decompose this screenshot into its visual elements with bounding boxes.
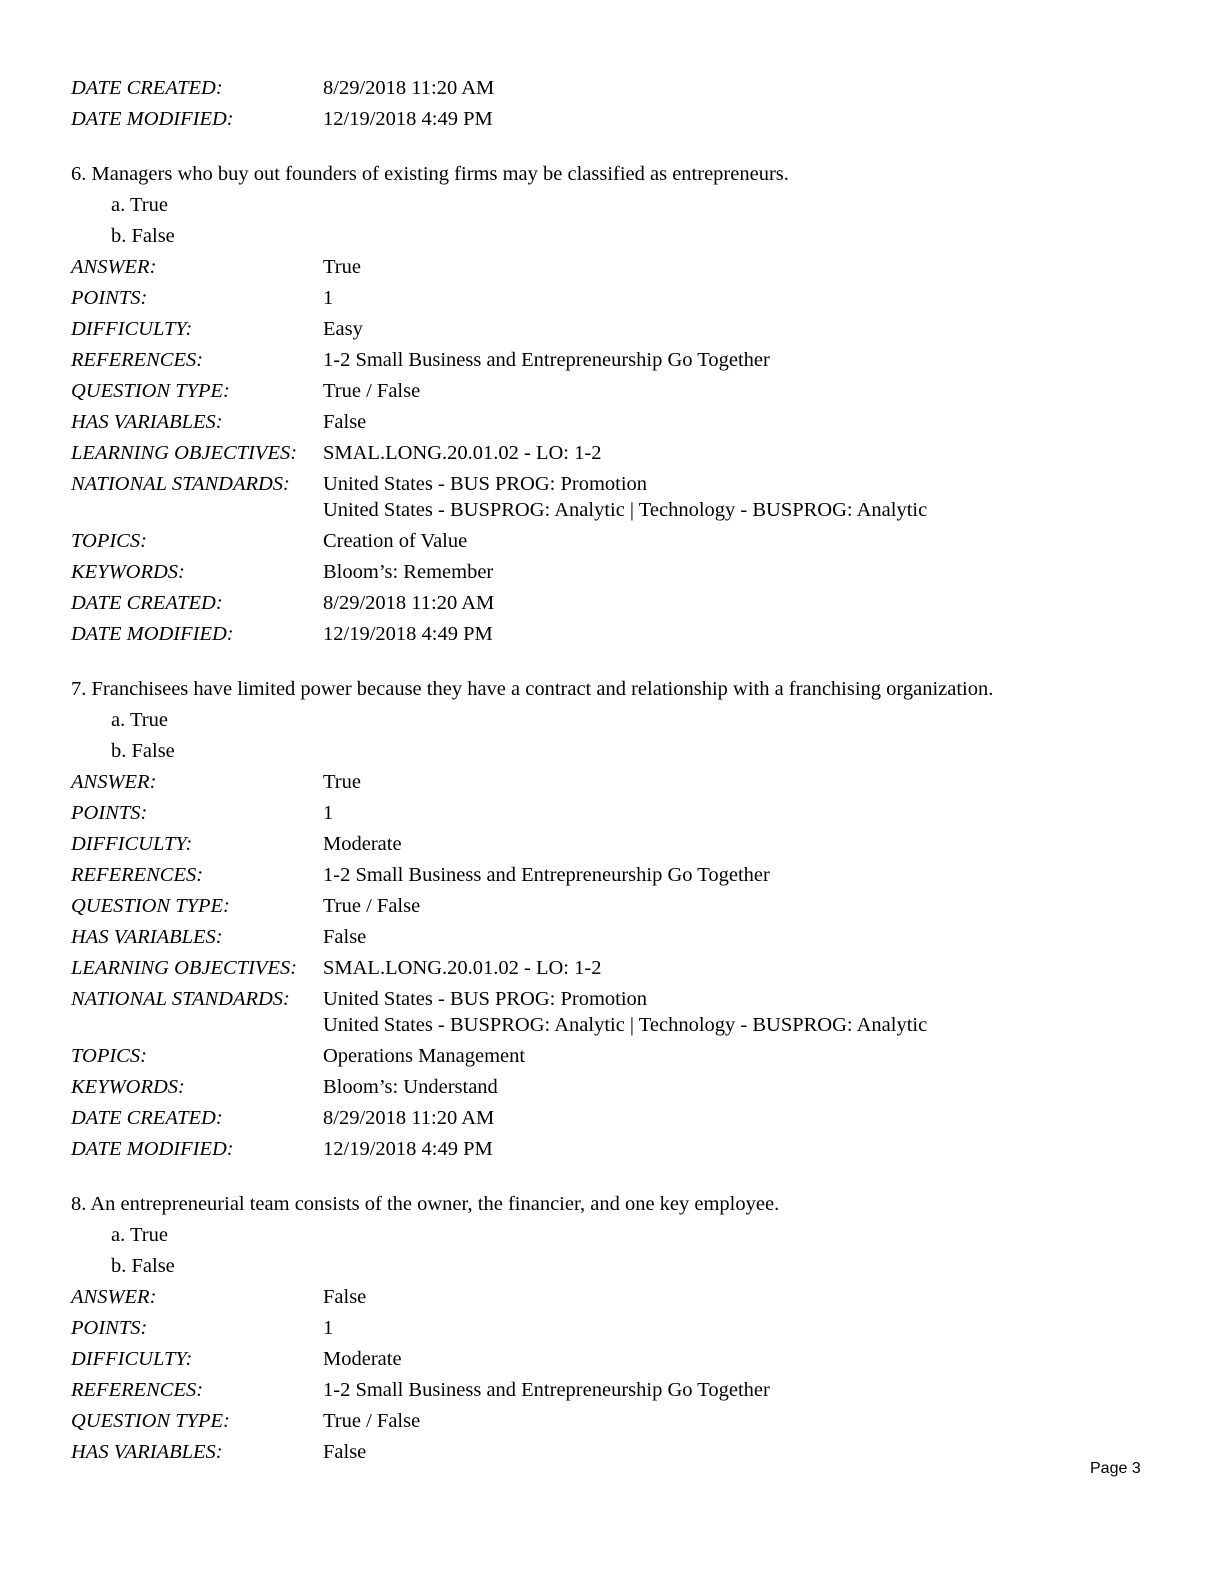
meta-label: QUESTION TYPE: bbox=[71, 380, 230, 402]
document-page bbox=[71, 74, 1171, 1469]
meta-row-has-variables bbox=[71, 923, 1171, 954]
meta-value: SMAL.LONG.20.01.02 - LO: 1-2 bbox=[323, 442, 602, 464]
meta-value: SMAL.LONG.20.01.02 - LO: 1-2 bbox=[323, 957, 602, 979]
meta-label: NATIONAL STANDARDS: bbox=[71, 988, 290, 1010]
meta-value: True bbox=[323, 771, 361, 793]
meta-row-difficulty bbox=[71, 1345, 1171, 1376]
meta-label: DIFFICULTY: bbox=[71, 318, 193, 340]
question-8 bbox=[71, 1190, 1171, 1469]
meta-value-line: United States - BUSPROG: Analytic | Technology - BUSPROG: Analytic bbox=[323, 1014, 928, 1036]
meta-label: ANSWER: bbox=[71, 771, 157, 793]
question-text: 6. Managers who buy out founders of existing firms may be classified as entrepreneurs. bbox=[71, 163, 789, 185]
meta-value: 1 bbox=[323, 802, 334, 824]
meta-row-keywords bbox=[71, 1073, 1171, 1104]
meta-value: False bbox=[323, 1441, 367, 1463]
meta-row-question-type bbox=[71, 377, 1171, 408]
choice-b: b. False bbox=[111, 1255, 175, 1277]
meta-label: ANSWER: bbox=[71, 256, 157, 278]
meta-label: NATIONAL STANDARDS: bbox=[71, 473, 290, 495]
meta-value: Bloom’s: Remember bbox=[323, 561, 494, 583]
meta-value: True / False bbox=[323, 380, 421, 402]
meta-value: True bbox=[323, 256, 361, 278]
meta-value-line: United States - BUS PROG: Promotion bbox=[323, 988, 648, 1010]
meta-row-question-type bbox=[71, 1407, 1171, 1438]
meta-value bbox=[323, 985, 927, 1038]
meta-label: DATE CREATED: bbox=[71, 77, 223, 99]
meta-row-difficulty bbox=[71, 315, 1171, 346]
meta-row-national-standards bbox=[71, 985, 1171, 1042]
meta-row-topics bbox=[71, 1042, 1171, 1073]
meta-value: Moderate bbox=[323, 833, 402, 855]
meta-row-question-type bbox=[71, 892, 1171, 923]
meta-row-date-modified bbox=[71, 1135, 1171, 1166]
meta-label: REFERENCES: bbox=[71, 1379, 204, 1401]
meta-row-answer bbox=[71, 1283, 1171, 1314]
meta-label: KEYWORDS: bbox=[71, 1076, 185, 1098]
meta-value: Operations Management bbox=[323, 1045, 526, 1067]
meta-label: POINTS: bbox=[71, 802, 148, 824]
choice-b: b. False bbox=[111, 225, 175, 247]
meta-label: TOPICS: bbox=[71, 530, 147, 552]
meta-label: TOPICS: bbox=[71, 1045, 147, 1067]
meta-row-date-modified bbox=[71, 105, 1171, 136]
meta-row-topics bbox=[71, 527, 1171, 558]
meta-row-references bbox=[71, 861, 1171, 892]
meta-value: True / False bbox=[323, 895, 421, 917]
meta-label: HAS VARIABLES: bbox=[71, 1441, 223, 1463]
meta-row-has-variables bbox=[71, 1438, 1171, 1469]
meta-label: POINTS: bbox=[71, 287, 148, 309]
meta-label: HAS VARIABLES: bbox=[71, 411, 223, 433]
question-text: 7. Franchisees have limited power because they have a contract and relationship with a franchising organization. bbox=[71, 678, 994, 700]
meta-label: ANSWER: bbox=[71, 1286, 157, 1308]
meta-value-line: United States - BUSPROG: Analytic | Technology - BUSPROG: Analytic bbox=[323, 499, 928, 521]
question-7 bbox=[71, 675, 1171, 1166]
meta-row-points bbox=[71, 1314, 1171, 1345]
meta-row-date-created bbox=[71, 589, 1171, 620]
meta-row-date-modified bbox=[71, 620, 1171, 651]
meta-value: 12/19/2018 4:49 PM bbox=[323, 1138, 493, 1160]
meta-row-points bbox=[71, 799, 1171, 830]
meta-row-national-standards bbox=[71, 470, 1171, 527]
meta-value: Easy bbox=[323, 318, 363, 340]
choice-b: b. False bbox=[111, 740, 175, 762]
meta-row-learning-objectives bbox=[71, 954, 1171, 985]
meta-value: Bloom’s: Understand bbox=[323, 1076, 498, 1098]
meta-row-answer bbox=[71, 768, 1171, 799]
choice-a: a. True bbox=[111, 1224, 168, 1246]
meta-label: DATE CREATED: bbox=[71, 592, 223, 614]
meta-row-references bbox=[71, 346, 1171, 377]
meta-value: False bbox=[323, 1286, 367, 1308]
meta-value: 1-2 Small Business and Entrepreneurship Go Together bbox=[323, 349, 770, 371]
meta-label: DATE CREATED: bbox=[71, 1107, 223, 1129]
meta-label: REFERENCES: bbox=[71, 349, 204, 371]
meta-row-has-variables bbox=[71, 408, 1171, 439]
meta-value: 1 bbox=[323, 287, 334, 309]
meta-label: LEARNING OBJECTIVES: bbox=[71, 442, 298, 464]
meta-value: 1-2 Small Business and Entrepreneurship Go Together bbox=[323, 1379, 770, 1401]
meta-label: KEYWORDS: bbox=[71, 561, 185, 583]
meta-value-line: United States - BUS PROG: Promotion bbox=[323, 473, 648, 495]
meta-value: Moderate bbox=[323, 1348, 402, 1370]
meta-row-points bbox=[71, 284, 1171, 315]
meta-value: 1-2 Small Business and Entrepreneurship Go Together bbox=[323, 864, 770, 886]
meta-label: QUESTION TYPE: bbox=[71, 1410, 230, 1432]
meta-label: DIFFICULTY: bbox=[71, 833, 193, 855]
meta-label: QUESTION TYPE: bbox=[71, 895, 230, 917]
meta-value: True / False bbox=[323, 1410, 421, 1432]
choice-a: a. True bbox=[111, 709, 168, 731]
meta-label: DIFFICULTY: bbox=[71, 1348, 193, 1370]
meta-label: DATE MODIFIED: bbox=[71, 1138, 234, 1160]
meta-value bbox=[323, 470, 927, 523]
meta-value: 8/29/2018 11:20 AM bbox=[323, 1107, 495, 1129]
meta-value: 8/29/2018 11:20 AM bbox=[323, 592, 495, 614]
meta-label: HAS VARIABLES: bbox=[71, 926, 223, 948]
meta-value: False bbox=[323, 926, 367, 948]
choice-a: a. True bbox=[111, 194, 168, 216]
meta-value: 12/19/2018 4:49 PM bbox=[323, 623, 493, 645]
meta-label: DATE MODIFIED: bbox=[71, 108, 234, 130]
meta-label: DATE MODIFIED: bbox=[71, 623, 234, 645]
meta-label: REFERENCES: bbox=[71, 864, 204, 886]
meta-row-references bbox=[71, 1376, 1171, 1407]
question-6 bbox=[71, 160, 1171, 651]
page-number: Page 3 bbox=[1090, 1460, 1141, 1477]
meta-label: LEARNING OBJECTIVES: bbox=[71, 957, 298, 979]
meta-value: False bbox=[323, 411, 367, 433]
meta-row-learning-objectives bbox=[71, 439, 1171, 470]
meta-row-date-created bbox=[71, 1104, 1171, 1135]
meta-label: POINTS: bbox=[71, 1317, 148, 1339]
meta-row-difficulty bbox=[71, 830, 1171, 861]
meta-value: 8/29/2018 11:20 AM bbox=[323, 77, 495, 99]
meta-value: Creation of Value bbox=[323, 530, 468, 552]
meta-value: 1 bbox=[323, 1317, 334, 1339]
meta-value: 12/19/2018 4:49 PM bbox=[323, 108, 493, 130]
meta-row-answer bbox=[71, 253, 1171, 284]
meta-row-date-created bbox=[71, 74, 1171, 105]
meta-row-keywords bbox=[71, 558, 1171, 589]
question-text: 8. An entrepreneurial team consists of the owner, the financier, and one key employee. bbox=[71, 1193, 780, 1215]
top-meta-block bbox=[71, 74, 1171, 136]
